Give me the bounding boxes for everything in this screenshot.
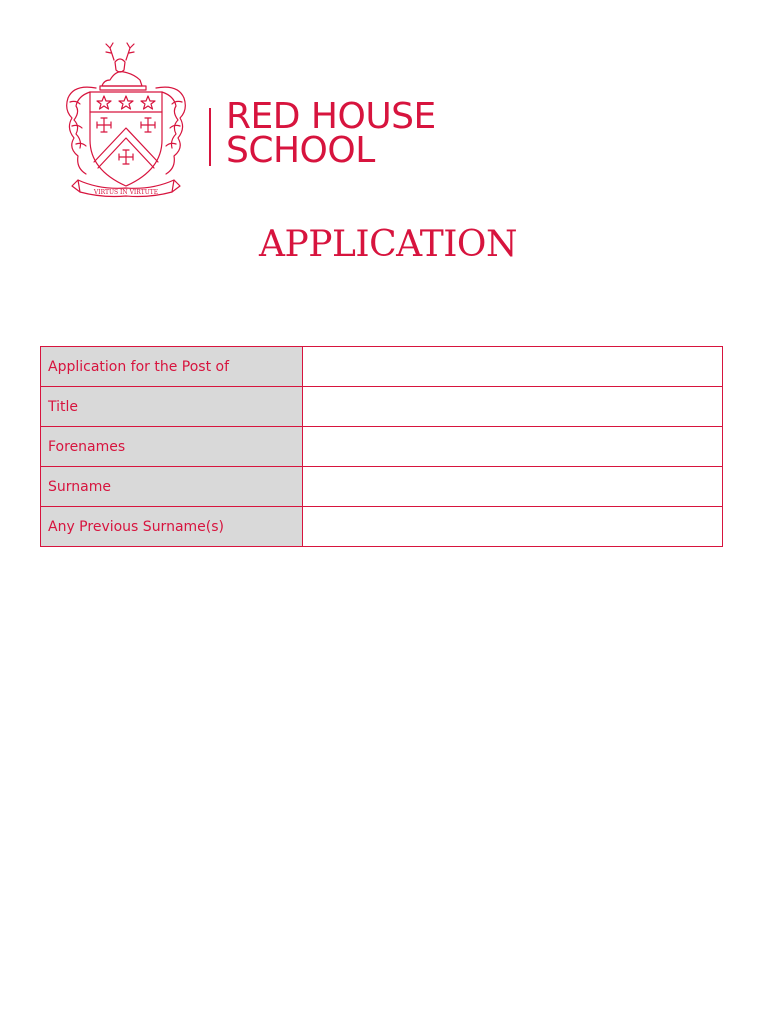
form-field-surname[interactable] — [303, 467, 723, 507]
page-title: APPLICATION — [259, 224, 517, 265]
school-name-line-1: RED HOUSE — [226, 96, 436, 137]
form-field-title[interactable] — [303, 387, 723, 427]
form-field-previous-surnames[interactable] — [303, 507, 723, 547]
form-row-post — [41, 347, 723, 387]
form-label-forenames: Forenames — [41, 427, 303, 467]
crest-motto-text: VIRTUS IN VIRTUTE — [93, 189, 159, 196]
school-crest-logo — [60, 40, 192, 200]
form-row-previous-surnames — [41, 507, 723, 547]
form-row-title — [41, 387, 723, 427]
form-label-previous-surnames: Any Previous Surname(s) — [41, 507, 303, 547]
form-row-surname — [41, 467, 723, 507]
form-field-post[interactable] — [303, 347, 723, 387]
school-name — [226, 96, 436, 171]
form-field-forenames[interactable] — [303, 427, 723, 467]
application-form-table — [40, 346, 723, 547]
form-row-forenames — [41, 427, 723, 467]
form-label-post: Application for the Post of — [41, 347, 303, 387]
form-label-title: Title — [41, 387, 303, 427]
school-name-line-2: SCHOOL — [226, 130, 375, 171]
logo-divider — [209, 108, 211, 166]
form-label-surname: Surname — [41, 467, 303, 507]
